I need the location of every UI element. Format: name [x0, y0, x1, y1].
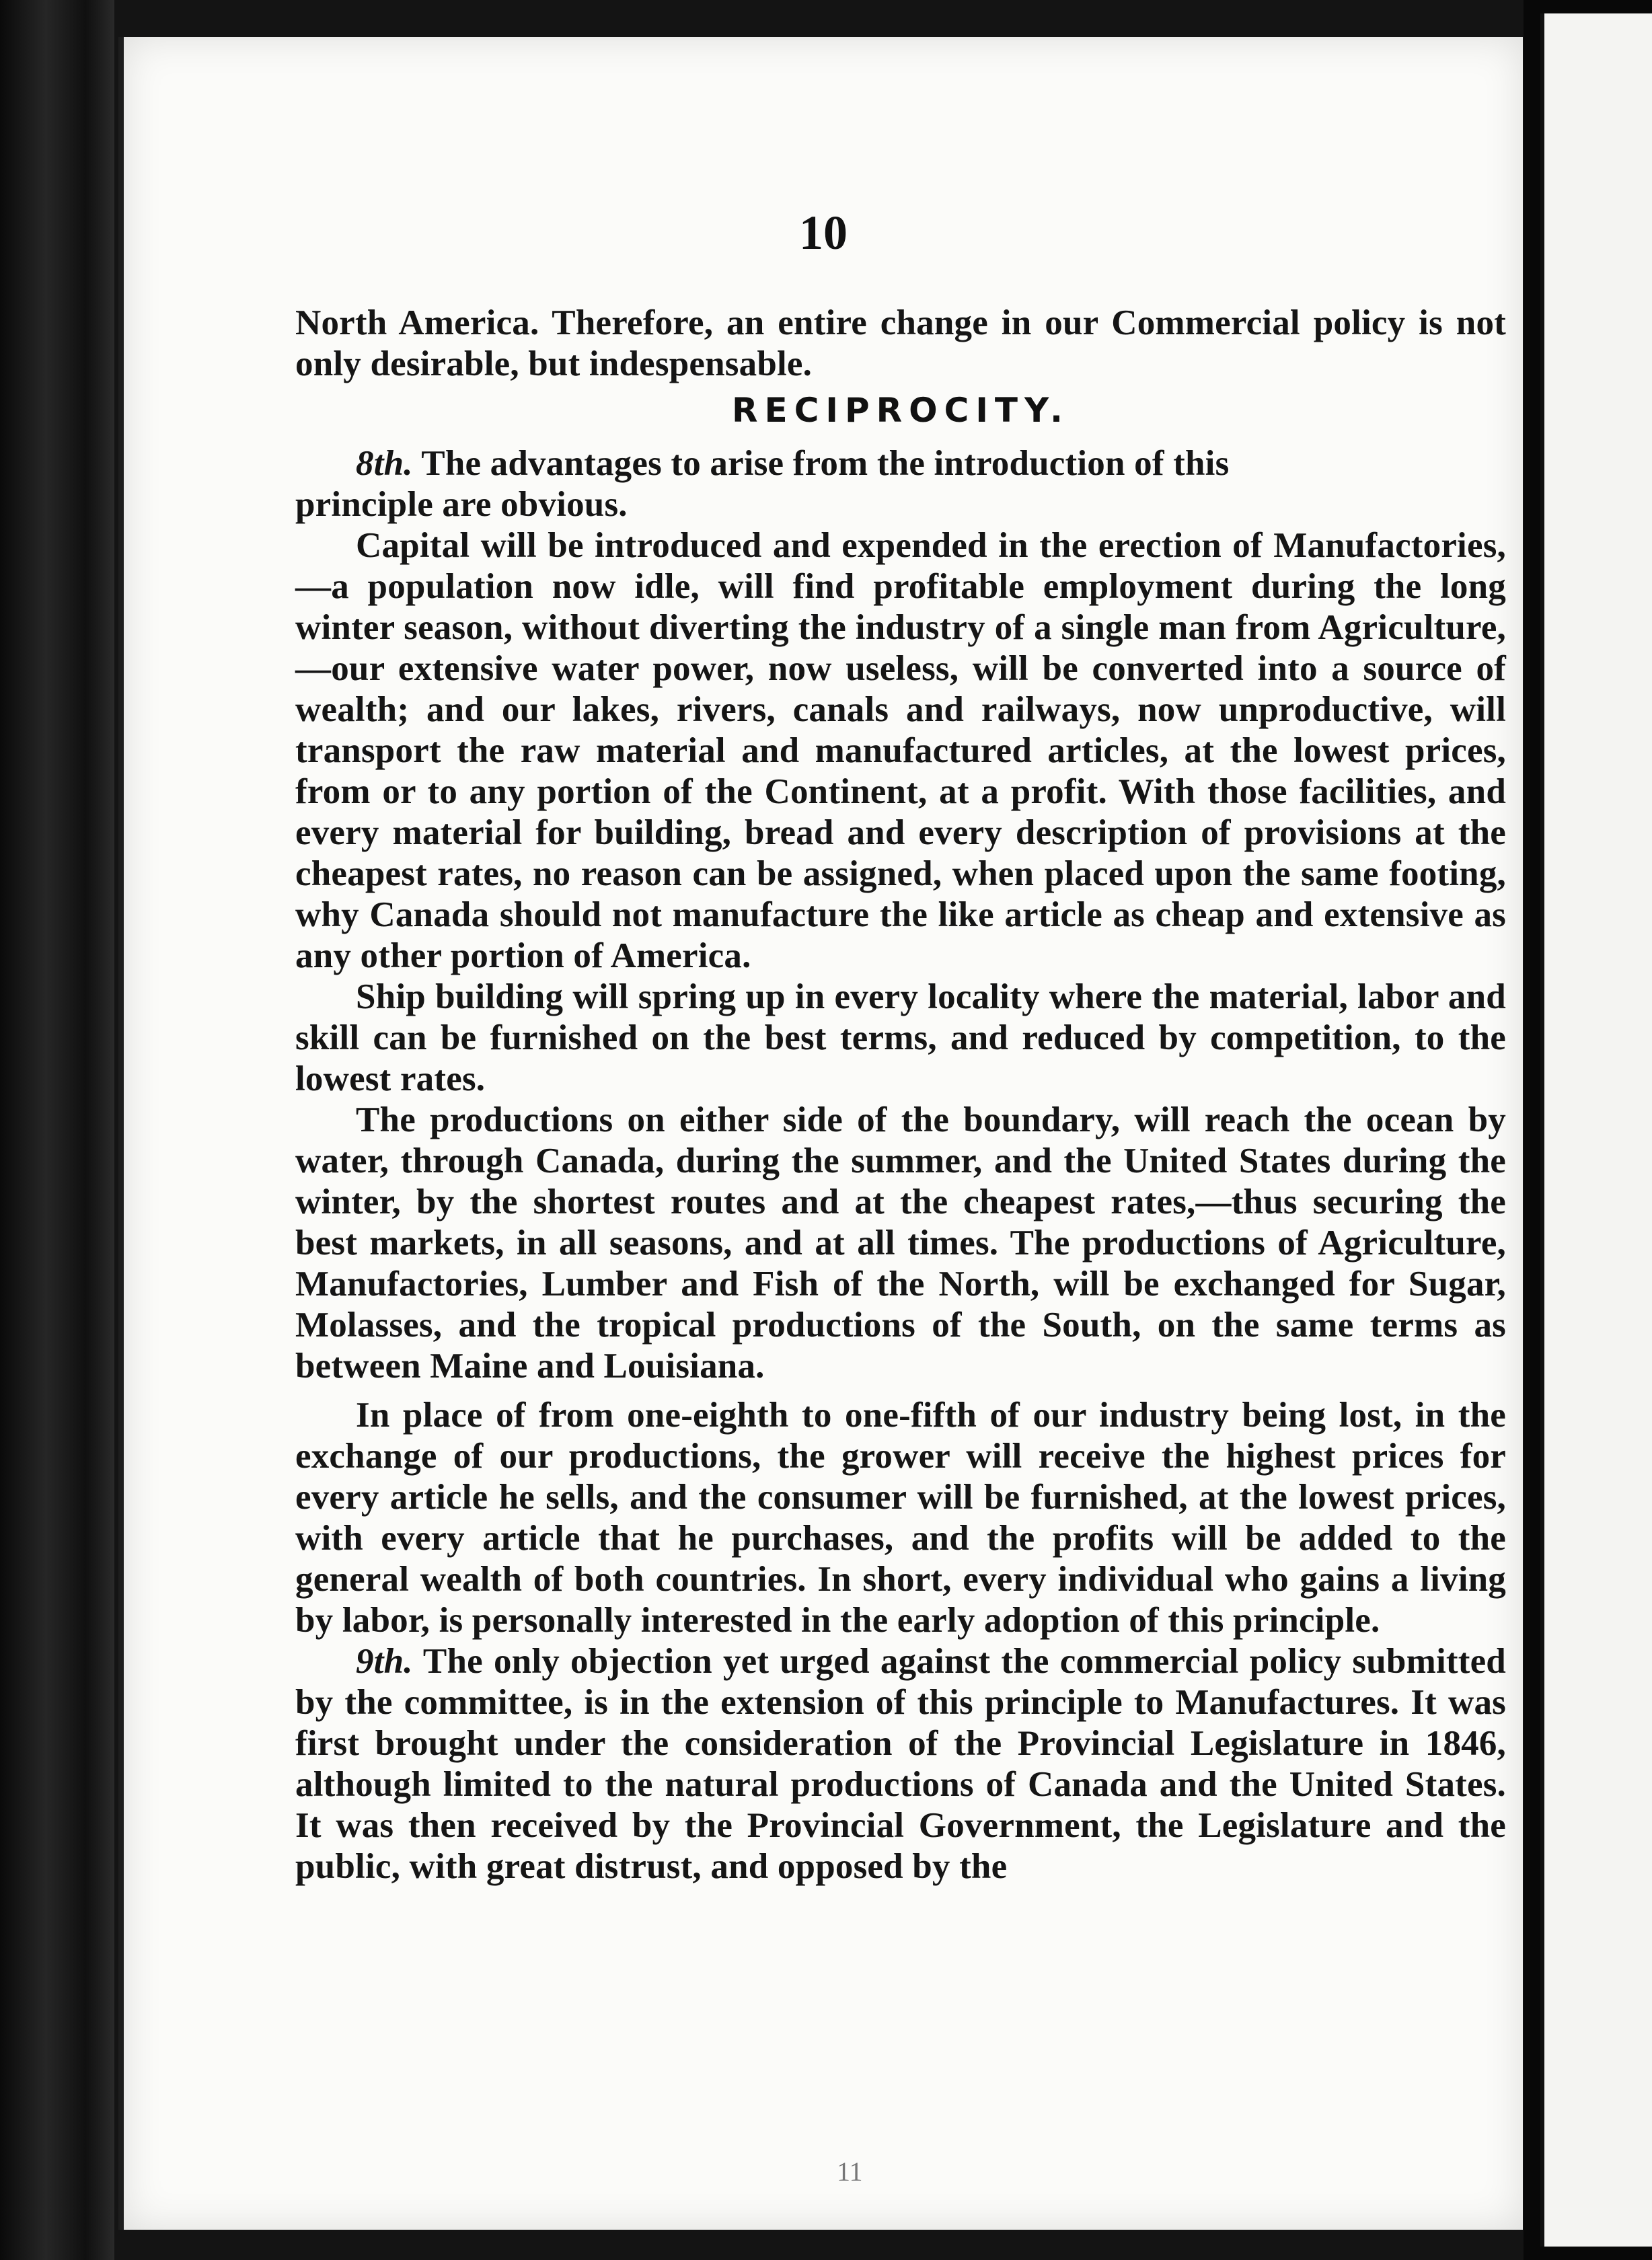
paragraph-in-place: In place of from one-eighth to one-fifth of our industry being lost, in the exchange of our productions, the grower will receive the highest prices for every article he sells, and the consumer will be furnished, at the lowest prices, with every article that he purchases, and the profits will be added to the general wealth of both countries. In short, every individual who gains a living by labor, is personally interested in the early adoption of this principle. [295, 1396, 1506, 1640]
paragraph-ship-building: Ship building will spring up in every locality where the material, labor and skill can be furnished on the best terms, and reduced by competition, to the lowest rates. [295, 977, 1506, 1098]
next-page-edge [1540, 13, 1652, 2247]
paragraph-8-text: The advantages to arise from the introduction of this [421, 444, 1230, 483]
paragraph-9-number: 9th. [356, 1642, 413, 1681]
paragraph-9 [295, 1641, 1506, 1887]
page-number: 10 [799, 206, 848, 260]
document-page [118, 37, 1523, 2230]
paragraph-continuation: North America. Therefore, an entire change in our Commercial policy is not only desirable, but indespensable. [295, 303, 1506, 383]
bottom-page-mark: 11 [837, 2156, 863, 2187]
section-heading: RECIPROCITY. [732, 391, 1069, 430]
scanner-frame-left [0, 0, 114, 2260]
paragraph-capital: Capital will be introduced and expended in the erection of Manufactories,—a population now idle, will find profitable employment during the long winter season, without diverting the industry of a single man from Agriculture,—our extensive water power, now useless, will be converted into a source of wealth; and our lakes, rivers, canals and railways, now unproductive, will transport the raw material and manufactured articles, at the lowest prices, from or to any portion of the Continent, at a profit. With those facilities, and every material for building, bread and every description of provisions at the cheapest rates, no reason can be assigned, when placed upon the same footing, why Canada should not manufacture the like article as cheap and extensive as any other portion of America. [295, 526, 1506, 975]
paragraph-productions: The productions on either side of the boundary, will reach the ocean by water, through Canada, during the summer, and the United States during the winter, by the shortest routes and at the cheapest rates,—thus securing the best markets, in all seasons, and at all times. The productions of Agriculture, Manufactories, Lumber and Fish of the North, will be exchanged for Sugar, Molasses, and the tropical productions of the South, on the same terms as between Maine and Louisiana. [295, 1100, 1506, 1386]
paragraph-8-continued: principle are obvious. [295, 485, 628, 524]
body-text [295, 303, 1506, 1887]
paragraph-8-number: 8th. [356, 444, 413, 483]
paragraph-8 [295, 443, 1506, 484]
paragraph-9-text: The only objection yet urged against the commercial policy submitted by the committee, is in the extension of this principle to Manufactures. It was first brought under the consideration of the Provincial Legislature in 1846, although limited to the natural productions of Canada and the United States. It was then received by the Provincial Government, the Legislature and the public, with great distrust, and opposed by the [295, 1642, 1506, 1886]
